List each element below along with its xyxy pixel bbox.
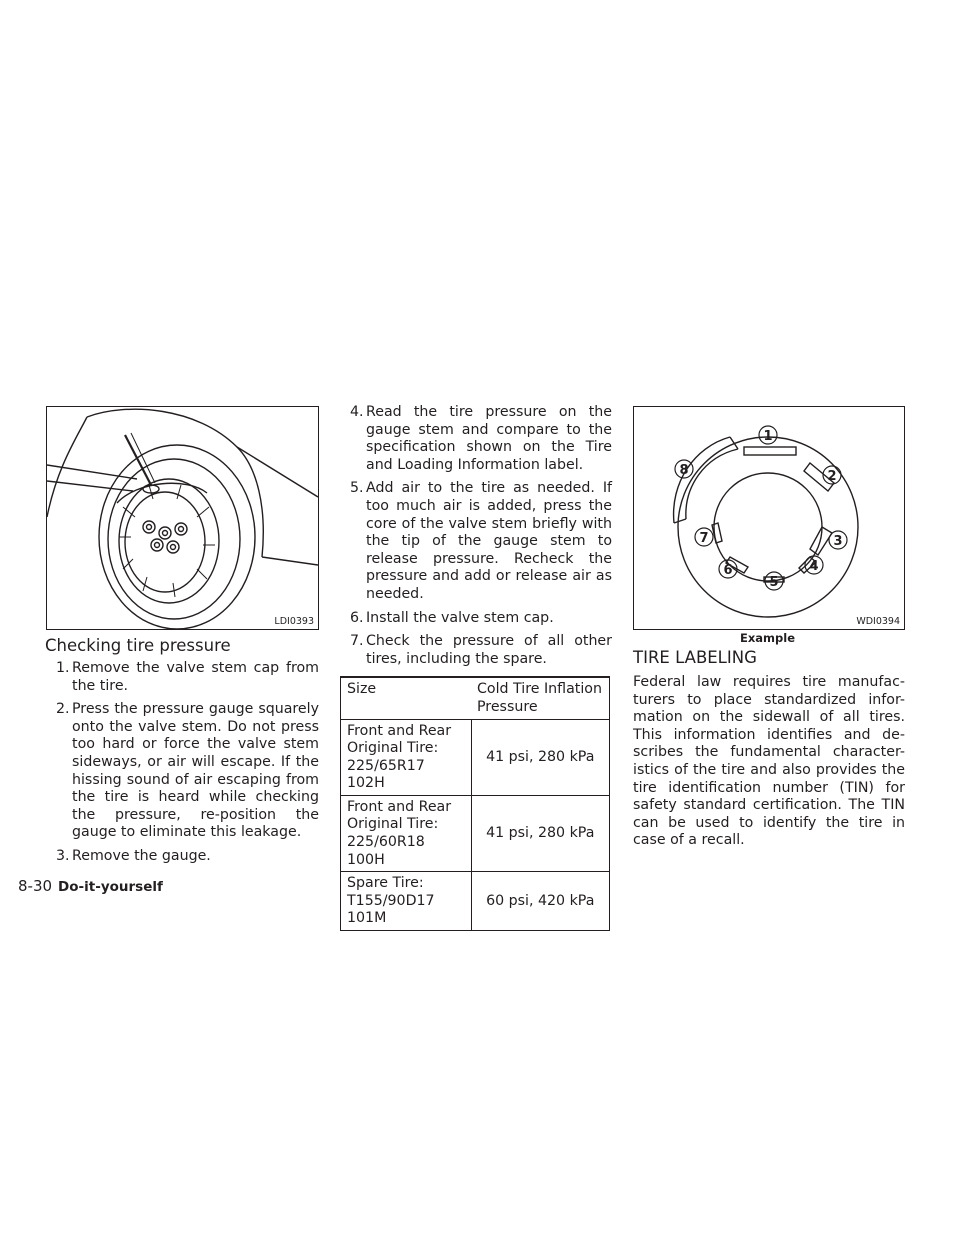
wheel-gauge-drawing xyxy=(47,407,318,629)
sidewall-drawing xyxy=(634,407,904,629)
step-item xyxy=(46,848,319,866)
step-text: Check the pressure of all other tires, including the spare. xyxy=(366,633,612,667)
table-cell-pressure: 41 psi, 280 kPa xyxy=(471,719,610,795)
callout-3: 3 xyxy=(833,534,843,549)
page-footer xyxy=(18,877,163,895)
callout-1: 1 xyxy=(763,429,773,444)
table-cell-size: Front and Rear Original Tire: 225/65R17 102H xyxy=(341,719,472,795)
table-header-cell: Cold Tire Inflation Pressure xyxy=(471,677,610,719)
step-text: Remove the gauge. xyxy=(72,847,211,864)
left-column xyxy=(46,636,319,872)
step-item xyxy=(46,660,319,695)
step-text: Press the pressure gauge squarely onto the valve stem. Do not press too hard or force the valve stem sideways, or air will escape. If the hissing sound of air escaping from the tire is heard while checking the pressure, re-position the gauge to eliminate this leakage. xyxy=(72,701,319,841)
callout-2: 2 xyxy=(827,469,837,484)
callout-4: 4 xyxy=(809,559,819,574)
page-number: 8-30 xyxy=(18,877,53,895)
step-number: 6. xyxy=(350,609,364,626)
step-item xyxy=(340,404,612,474)
step-number: 2. xyxy=(56,701,70,718)
tire-label-diagram xyxy=(633,406,905,630)
tire-pressure-table xyxy=(340,676,610,931)
table-header-cell: Size xyxy=(341,677,472,719)
step-number: 1. xyxy=(56,660,70,676)
right-column xyxy=(633,648,905,850)
table-row xyxy=(341,872,610,931)
table-row xyxy=(341,719,610,795)
section-heading: Checking tire pressure xyxy=(45,636,231,655)
middle-column xyxy=(340,404,612,931)
section-name: Do-it-yourself xyxy=(58,879,163,895)
table-cell-pressure: 41 psi, 280 kPa xyxy=(471,795,610,871)
step-item xyxy=(340,610,612,628)
table-cell-pressure: 60 psi, 420 kPa xyxy=(471,872,610,931)
tire-pressure-illustration xyxy=(46,406,319,630)
marking-1 xyxy=(744,447,796,455)
body-paragraph: Federal law requires tire manufac-turers to place standardized infor-mation on the sidewall of all tires. This information identifies and de-scribes the fundamental character-istics of the tire and also provides the tire identification number (TIN) for safety standard certification. The TIN can be used to identify the tire in case of a recall. xyxy=(633,674,905,849)
step-number: 7. xyxy=(350,633,364,650)
step-text: Add air to the tire as needed. If too much air is added, press the core of the valve stem briefly with the tip of the gauge stem to release pressure. Recheck the pressure and add or release air as needed. xyxy=(366,480,612,602)
callout-6: 6 xyxy=(723,563,733,578)
table-row xyxy=(341,795,610,871)
table-cell-size: Spare Tire: T155/90D17 101M xyxy=(341,872,472,931)
step-text: Install the valve stem cap. xyxy=(366,609,554,626)
figure-code: WDI0394 xyxy=(856,616,900,627)
figure-code: LDI0393 xyxy=(274,616,314,627)
callout-7: 7 xyxy=(699,531,709,546)
table-header-row xyxy=(341,677,610,719)
step-number: 5. xyxy=(350,480,364,497)
figure-caption: Example xyxy=(740,631,795,645)
step-number: 3. xyxy=(56,847,70,864)
callout-8: 8 xyxy=(679,463,689,478)
step-item xyxy=(340,633,612,668)
step-text: Remove the valve stem cap from the tire. xyxy=(72,660,319,694)
section-heading: TIRE LABELING xyxy=(633,648,757,667)
step-item xyxy=(46,701,319,842)
step-text: Read the tire pressure on the gauge stem and compare to the specification shown on the Tire and Loading Information label. xyxy=(366,404,612,473)
table-cell-size: Front and Rear Original Tire: 225/60R18 100H xyxy=(341,795,472,871)
step-item xyxy=(340,480,612,603)
callout-5: 5 xyxy=(769,575,779,590)
step-number: 4. xyxy=(350,404,364,420)
